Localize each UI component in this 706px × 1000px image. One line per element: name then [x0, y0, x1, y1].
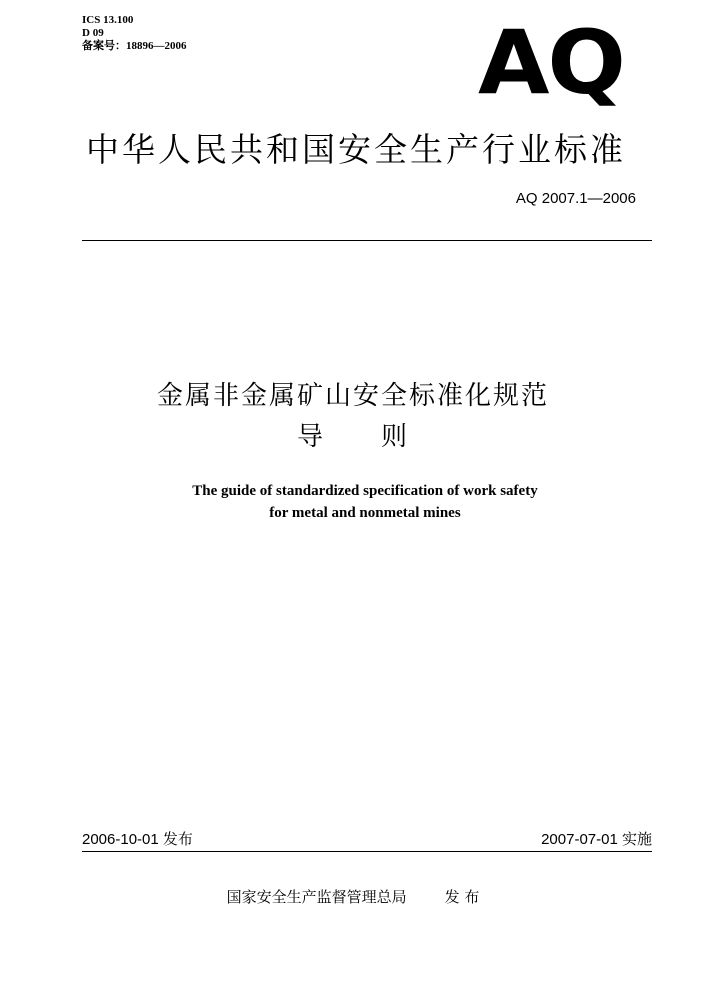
ics-code: ICS 13.100	[82, 14, 134, 26]
issuer-action: 发 布	[444, 888, 480, 906]
aq-logo: AQ	[478, 11, 624, 114]
bottom-divider	[82, 851, 652, 852]
filing-number: 备案号：18896—2006	[82, 40, 187, 52]
document-subtitle: 导 则	[296, 422, 409, 452]
standard-category: 中华人民共和国安全生产行业标准	[86, 130, 626, 169]
english-title-line2: for metal and nonmetal mines	[269, 505, 461, 521]
issuer-name: 国家安全生产监督管理总局	[226, 888, 407, 906]
document-title: 金属非金属矿山安全标准化规范	[156, 381, 549, 411]
issuer-line	[0, 886, 706, 907]
issue-date: 2006-10-01 发布	[82, 831, 193, 848]
standard-number: AQ 2007.1—2006	[515, 190, 636, 207]
implementation-date: 2007-07-01 实施	[541, 831, 652, 848]
english-title-line1: The guide of standardized specification of work safety	[192, 483, 538, 499]
top-divider	[82, 240, 652, 241]
ccs-code: D 09	[82, 27, 104, 39]
